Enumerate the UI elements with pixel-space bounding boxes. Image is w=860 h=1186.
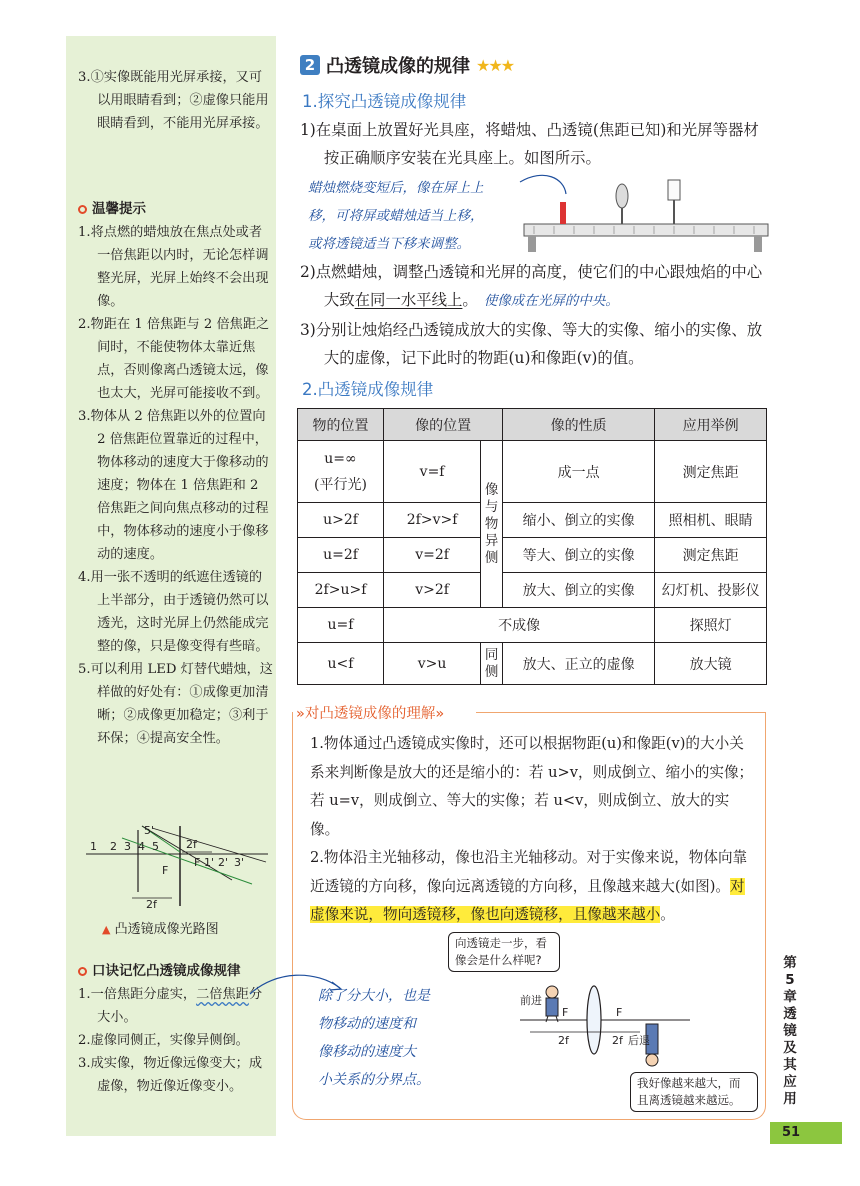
table-cell-side	[481, 441, 503, 608]
fig-label-2f: 2f	[612, 1034, 623, 1047]
diagram-label: 4	[138, 840, 145, 853]
step2-after: 。	[462, 291, 478, 309]
table-cell: 照相机、眼睛	[655, 503, 767, 538]
p2-before: 2.物体沿主光轴移动，像也沿主光轴移动。对于实像来说，物体向靠近透镜的方向移，像向远离透镜的方向移，且像越来越大(如图)。	[310, 849, 748, 895]
mnemonic-item: 2.虚像同侧正，实像异侧倒。	[78, 1033, 249, 1048]
understanding-text	[310, 730, 756, 930]
mnemonic-text: 分大小。	[97, 987, 263, 1025]
table-cell: 探照灯	[655, 608, 767, 643]
hand-line: 物移动的速度和	[318, 1016, 416, 1032]
page-number: 51	[770, 1122, 842, 1144]
tip-item: 5.可以利用 LED 灯替代蜡烛，这样做的好处有：①成像更加清晰；②成像更加稳定；③利于环保；④提高安全性。	[78, 662, 273, 746]
step1	[300, 116, 770, 172]
table-row	[298, 643, 767, 685]
mnemonic-underline: 二倍焦距	[196, 987, 249, 1002]
handwritten-note-adjust	[308, 174, 530, 258]
diagram-label: 5'	[144, 824, 155, 837]
mnemonic-block	[78, 960, 274, 1098]
understanding-heading: »对凸透镜成像的理解»	[296, 702, 450, 723]
table-header: 应用举例	[655, 409, 767, 441]
table-cell: 测定焦距	[655, 441, 767, 503]
diagram-label: 3'	[234, 856, 245, 869]
diagram-label: 5	[152, 840, 159, 853]
lens-rules-table	[297, 408, 767, 685]
table-cell: 测定焦距	[655, 538, 767, 573]
lens-cartoon-illustration	[500, 960, 700, 1072]
ray-diagram	[82, 822, 272, 914]
sidebar-top-note	[78, 66, 274, 135]
handwritten-note-center: 使像成在光屏的中央。	[483, 293, 619, 309]
table-cell: u<f	[298, 643, 384, 685]
understanding-top-rule	[476, 712, 766, 713]
p2-after: 。	[660, 906, 675, 923]
subheading-explore: 1.探究凸透镜成像规律	[302, 92, 467, 111]
table-row	[298, 538, 767, 573]
speech-bubble-top: 向透镜走一步，看像会是什么样呢?	[448, 932, 560, 972]
diagram-label: 2f	[146, 898, 157, 911]
table-row	[298, 503, 767, 538]
bullet-dot-icon	[78, 205, 87, 214]
tip-item: 1.将点燃的蜡烛放在焦点处或者一倍焦距以内时，无论怎样调整光屏，光屏上始终不会出现像。	[78, 225, 269, 309]
table-cell: 2f>v>f	[384, 503, 481, 538]
table-cell: 放大、倒立的实像	[503, 573, 655, 608]
table-cell: u=2f	[298, 538, 384, 573]
step1-text: 1)在桌面上放置好光具座，将蜡烛、凸透镜(焦距已知)和光屏等器材按正确顺序安装在光具座上。如图所示。	[300, 121, 759, 167]
tips-heading	[78, 198, 274, 221]
tips-title: 温馨提示	[92, 201, 146, 217]
top-note-text: 3.①实像既能用光屏承接，又可以用眼睛看到；②虚像只能用眼睛看到，不能用光屏承接。	[78, 70, 269, 131]
mnemonic-item	[78, 983, 274, 1029]
hand-line: 移，可将屏或蜡烛适当上移，	[308, 208, 484, 224]
star-rating-icon: ★★★	[476, 55, 514, 75]
table-cell: 等大、倒立的实像	[503, 538, 655, 573]
diagram-label: 2	[110, 840, 117, 853]
fig-label-f: F	[616, 1006, 623, 1019]
table-cell: 成一点	[503, 441, 655, 503]
step3	[300, 316, 770, 372]
table-cell: v>u	[384, 643, 481, 685]
table-cell: v=f	[384, 441, 481, 503]
diagram-caption	[102, 918, 219, 937]
side-label: 同侧	[484, 646, 499, 680]
diagram-label: 3	[124, 840, 131, 853]
handwritten-note-boundary	[318, 982, 468, 1094]
mnemonic-title: 口诀记忆凸透镜成像规律	[92, 963, 241, 979]
mnemonic-item: 3.成实像，物近像远像变大；成虚像，物近像近像变小。	[78, 1056, 263, 1094]
step2-text	[300, 258, 770, 315]
table-cell-side	[481, 643, 503, 685]
table-cell: v=2f	[384, 538, 481, 573]
step3-text: 3)分别让烛焰经凸透镜成放大的实像、等大的实像、缩小的实像、放大的虚像，记下此时的物距(u)和像距(v)的值。	[300, 321, 763, 367]
diagram-label: 2f	[186, 838, 197, 851]
table-cell: 放大、正立的虚像	[503, 643, 655, 685]
table-cell: 幻灯机、投影仪	[655, 573, 767, 608]
diagram-label: 1	[90, 840, 97, 853]
table-cell: 2f>u>f	[298, 573, 384, 608]
fig-label-forward: 前进	[520, 994, 542, 1007]
understanding-p2	[310, 844, 756, 930]
hand-line: 蜡烛燃烧变短后，像在屏上上	[308, 180, 484, 196]
step2-underline: 在同一水平线上	[354, 291, 463, 309]
diagram-label: F	[194, 856, 201, 869]
step2	[300, 258, 770, 315]
bullet-dot-icon	[78, 967, 87, 976]
hand-line: 或将透镜适当下移来调整。	[308, 236, 470, 252]
triangle-icon: ▲	[102, 923, 111, 936]
section-number: 2	[300, 55, 320, 75]
table-cell: v>2f	[384, 573, 481, 608]
speech-bubble-bottom: 我好像越来越大，而且离透镜越来越远。	[630, 1072, 758, 1112]
highlighted-text: 对虚像来说，物向透镜移，像也向透镜移，且像越来越小	[310, 877, 745, 923]
understanding-p1: 1.物体通过凸透镜成实像时，还可以根据物距(u)和像距(v)的大小关系来判断像是放大的还是缩小的：若 u>v，则成倒立、缩小的实像；若 u=v，则成倒立、等大的实像；若 u<v，则成倒立、放大的实像。	[310, 735, 754, 838]
mnemonic-heading	[78, 960, 274, 983]
hand-line: 除了分大小，也是	[318, 988, 430, 1004]
table-cell: u=f	[298, 608, 384, 643]
table-cell: 不成像	[384, 608, 655, 643]
hand-line: 小关系的分界点。	[318, 1072, 430, 1088]
table-header: 像的性质	[503, 409, 655, 441]
tip-item: 4.用一张不透明的纸遮住透镜的上半部分，由于透镜仍然可以透光，这时光屏上仍然能成完整的像，只是像变得有些暗。	[78, 570, 269, 654]
table-row	[298, 573, 767, 608]
table-cell: 放大镜	[655, 643, 767, 685]
tip-item: 2.物距在 1 倍焦距与 2 倍焦距之间时，不能使物体太靠近焦点，否则像离凸透镜太远，像也太大，光屏可能接收不到。	[78, 317, 270, 401]
table-cell: u=∞ (平行光)	[298, 441, 384, 503]
step2-before: 2)点燃蜡烛，调整凸透镜和光屏的高度，使它们的中心跟烛焰的中心大致	[300, 263, 763, 309]
tip-item: 3.物体从 2 倍焦距以外的位置向 2 倍焦距位置靠近的过程中，物体移动的速度大于像移动的速度；物体在 1 倍焦距和 2 倍焦距之间向焦点移动的过程中，物体移动的速度小于像移动的速度。	[78, 409, 269, 562]
fig-label-f: F	[562, 1006, 569, 1019]
hand-line: 像移动的速度大	[318, 1044, 416, 1060]
table-cell: u>2f	[298, 503, 384, 538]
caption-text: 凸透镜成像光路图	[114, 922, 219, 937]
diagram-label: F	[162, 864, 169, 877]
understanding-title: 对凸透镜成像的理解	[304, 706, 436, 722]
table-header: 物的位置	[298, 409, 384, 441]
section-header	[300, 52, 513, 78]
table-row	[298, 441, 767, 503]
chapter-tab: 第5章 透镜及其应用	[783, 955, 797, 1107]
table-cell: 缩小、倒立的实像	[503, 503, 655, 538]
table-header: 像的位置	[384, 409, 503, 441]
side-label: 像与物异侧	[484, 481, 499, 566]
diagram-label: 1'	[204, 856, 215, 869]
section-title: 凸透镜成像的规律	[326, 56, 470, 77]
fig-label-back: 后退	[628, 1034, 650, 1047]
fig-label-2f: 2f	[558, 1034, 569, 1047]
diagram-label: 2'	[218, 856, 229, 869]
subheading-rules: 2.凸透镜成像规律	[302, 380, 434, 399]
mnemonic-text: 1.一倍焦距分虚实，	[78, 987, 197, 1002]
optical-bench-illustration	[514, 168, 770, 254]
tips-block	[78, 198, 274, 750]
table-row	[298, 608, 767, 643]
table-header-row	[298, 409, 767, 441]
